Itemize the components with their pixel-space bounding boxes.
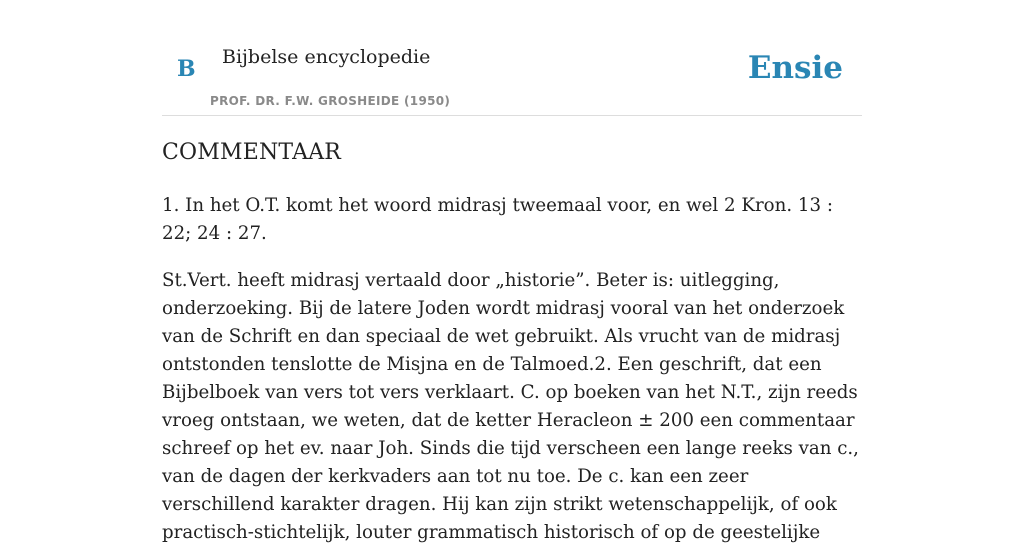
entry-paragraph-1: 1. In het O.T. komt het woord midrasj tweemaal voor, en wel 2 Kron. 13 : 22; 24 : 27.: [162, 195, 833, 244]
book-header: [162, 0, 862, 116]
entry-paragraph-2: St.Vert. heeft midrasj vertaald door „historie”. Beter is: uitlegging, onderzoeking. Bij de latere Joden wordt midrasj vooral van het onderzoek van de Schrift en dan speciaal de wet gebruikt. Als vrucht van de midrasj ontstonden tenslotte de Misjna en de Talmoed.2. Een geschrift, dat een Bijbelboek van vers tot vers verklaart. C. op boeken van het N.T., zijn reeds vroeg ontstaan, we weten, dat de ketter Heracleon ± 200 een commentaar schreef op het ev. naar Joh. Sinds die tijd verscheen een lange reeks van c., van de dagen der kerkvaders aan tot nu toe. De c. kan een zeer verschillend karakter dragen. Hij kan zijn strikt wetenschappelijk, of ook practisch-stichtelijk, louter grammatisch historisch of op de geestelijke: [162, 270, 859, 543]
book-title-link[interactable]: Bijbelse encyclopedie: [222, 46, 431, 68]
entry-title: COMMENTAAR: [162, 140, 342, 165]
article-page: [162, 0, 862, 543]
book-author: PROF. DR. F.W. GROSHEIDE (1950): [210, 94, 451, 108]
ensie-logo-link[interactable]: Ensie: [747, 50, 843, 86]
book-letter-icon[interactable]: B: [177, 56, 196, 82]
